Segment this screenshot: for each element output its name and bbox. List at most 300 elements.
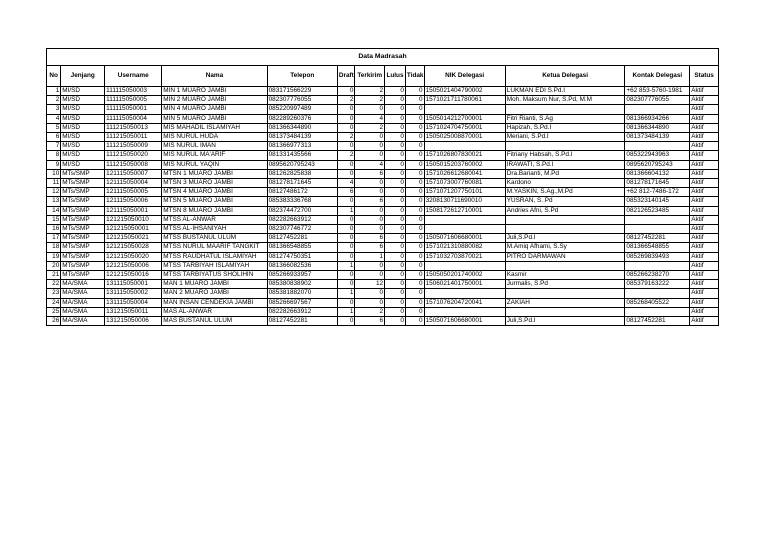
header-row <box>47 66 719 87</box>
table-row <box>47 206 719 215</box>
nik-delegasi-cell <box>424 105 505 114</box>
ketua-delegasi-cell <box>505 215 625 224</box>
table-row <box>47 307 719 316</box>
nama-cell: MTSN 5 MUARO JAMBI <box>162 197 267 206</box>
kontak-delegasi-cell: 082126523485 <box>625 206 690 215</box>
tidak-cell: 0 <box>405 243 424 252</box>
table-row <box>47 261 719 270</box>
telepon-cell: 085380838902 <box>267 280 337 289</box>
terkirim-cell: 0 <box>355 298 385 307</box>
telepon-cell: 085220997489 <box>267 105 337 114</box>
nik-delegasi-cell: 3208130711690010 <box>424 197 505 206</box>
status-cell: Aktif <box>690 307 719 316</box>
jenjang-cell: MA/SMA <box>61 289 105 298</box>
draft-cell: 0 <box>337 142 355 151</box>
draft-cell: 0 <box>337 105 355 114</box>
jenjang-cell: MTs/SMP <box>61 197 105 206</box>
jenjang-cell: MTs/SMP <box>61 206 105 215</box>
table-row <box>47 169 719 178</box>
table-row <box>47 225 719 234</box>
draft-cell: 0 <box>337 160 355 169</box>
data-madrasah-table <box>46 48 719 326</box>
username-cell: 121215050010 <box>105 215 162 224</box>
nama-cell: MIS NURUL IMAN <box>162 142 267 151</box>
lulus-cell: 0 <box>385 261 406 270</box>
terkirim-cell: 0 <box>355 206 385 215</box>
kontak-delegasi-cell <box>625 289 690 298</box>
nik-delegasi-cell: 1506021401750001 <box>424 280 505 289</box>
ketua-delegasi-cell <box>505 225 625 234</box>
nik-delegasi-cell: 1505071606680001 <box>424 317 505 326</box>
nama-cell: MIN 4 MUARO JAMBI <box>162 105 267 114</box>
row-number: 22 <box>47 280 61 289</box>
username-cell: 111215050009 <box>105 142 162 151</box>
username-cell: 111215050011 <box>105 133 162 142</box>
table-row <box>47 133 719 142</box>
username-cell: 121115050004 <box>105 179 162 188</box>
status-cell: Aktif <box>690 169 719 178</box>
telepon-cell: 081366082536 <box>267 261 337 270</box>
nama-cell: MIS NURUL YAQIN <box>162 160 267 169</box>
nama-cell: MTSN 4 MUARO JAMBI <box>162 188 267 197</box>
status-cell: Aktif <box>690 188 719 197</box>
row-number: 5 <box>47 123 61 132</box>
ketua-delegasi-cell: M.Amiq Afhami, S.Sy <box>505 243 625 252</box>
terkirim-cell: 6 <box>355 197 385 206</box>
row-number: 1 <box>47 87 61 96</box>
kontak-delegasi-cell: 085379163222 <box>625 280 690 289</box>
nik-delegasi-cell: 1571021310880082 <box>424 243 505 252</box>
ketua-delegasi-cell: Jurmalis, S.Pd <box>505 280 625 289</box>
terkirim-cell: 6 <box>355 317 385 326</box>
status-cell: Aktif <box>690 243 719 252</box>
telepon-cell: 081274750351 <box>267 252 337 261</box>
jenjang-cell: MTs/SMP <box>61 215 105 224</box>
column-header: Jenjang <box>61 66 105 87</box>
row-number: 19 <box>47 252 61 261</box>
table-row <box>47 123 719 132</box>
tidak-cell: 0 <box>405 169 424 178</box>
jenjang-cell: MTs/SMP <box>61 179 105 188</box>
status-cell: Aktif <box>690 105 719 114</box>
table-row <box>47 114 719 123</box>
table-row <box>47 298 719 307</box>
row-number: 20 <box>47 261 61 270</box>
nik-delegasi-cell: 1505015203760002 <box>424 160 505 169</box>
ketua-delegasi-cell: Fitri Rianti, S.Ag <box>505 114 625 123</box>
tidak-cell: 0 <box>405 179 424 188</box>
nama-cell: MIN 5 MUARO JAMBI <box>162 114 267 123</box>
nama-cell: MIS NURUL MA'ARIF <box>162 151 267 160</box>
table-row <box>47 243 719 252</box>
terkirim-cell: 0 <box>355 188 385 197</box>
terkirim-cell: 0 <box>355 142 385 151</box>
table-row <box>47 252 719 261</box>
username-cell: 111115050001 <box>105 105 162 114</box>
row-number: 18 <box>47 243 61 252</box>
nama-cell: MIN 1 MUARO JAMBI <box>162 87 267 96</box>
terkirim-cell: 0 <box>355 105 385 114</box>
kontak-delegasi-cell: +62 853-5760-1981 <box>625 87 690 96</box>
nik-delegasi-cell: 1505021404790002 <box>424 87 505 96</box>
draft-cell: 0 <box>337 280 355 289</box>
nik-delegasi-cell: 1508172612710001 <box>424 206 505 215</box>
terkirim-cell: 6 <box>355 243 385 252</box>
jenjang-cell: MTs/SMP <box>61 188 105 197</box>
table-row <box>47 234 719 243</box>
username-cell: 121215050006 <box>105 261 162 270</box>
nik-delegasi-cell: 1571071207750101 <box>424 188 505 197</box>
telepon-cell: 081366548855 <box>267 243 337 252</box>
lulus-cell: 0 <box>385 96 406 105</box>
ketua-delegasi-cell: M.YASKIN, S.Ag.,M.Pd <box>505 188 625 197</box>
lulus-cell: 0 <box>385 105 406 114</box>
column-header: Nama <box>162 66 267 87</box>
telepon-cell: 081366344890 <box>267 123 337 132</box>
lulus-cell: 0 <box>385 289 406 298</box>
ketua-delegasi-cell: Andries Afni, S.Pd <box>505 206 625 215</box>
kontak-delegasi-cell <box>625 215 690 224</box>
table-row <box>47 87 719 96</box>
table-row <box>47 280 719 289</box>
kontak-delegasi-cell <box>625 105 690 114</box>
nama-cell: MTSN 1 MUARO JAMBI <box>162 169 267 178</box>
lulus-cell: 0 <box>385 234 406 243</box>
column-header: NIK Delegasi <box>424 66 505 87</box>
row-number: 3 <box>47 105 61 114</box>
table-row <box>47 105 719 114</box>
username-cell: 111215050008 <box>105 160 162 169</box>
kontak-delegasi-cell: 0895620795243 <box>625 160 690 169</box>
ketua-delegasi-cell: LUKMAN EDI S.Pd.I <box>505 87 625 96</box>
row-number: 16 <box>47 225 61 234</box>
ketua-delegasi-cell: Hapizah, S.Pd.I <box>505 123 625 132</box>
draft-cell: 0 <box>337 252 355 261</box>
draft-cell: 0 <box>337 114 355 123</box>
ketua-delegasi-cell: Kardono <box>505 179 625 188</box>
username-cell: 111215050013 <box>105 123 162 132</box>
column-header: Kontak Delegasi <box>625 66 690 87</box>
draft-cell: 1 <box>337 206 355 215</box>
draft-cell: 0 <box>337 215 355 224</box>
table-row <box>47 215 719 224</box>
draft-cell: 0 <box>337 169 355 178</box>
nik-delegasi-cell: 1571073007760081 <box>424 179 505 188</box>
telepon-cell: 081373484139 <box>267 133 337 142</box>
kontak-delegasi-cell: 081366344890 <box>625 123 690 132</box>
kontak-delegasi-cell <box>625 261 690 270</box>
terkirim-cell: 0 <box>355 151 385 160</box>
tidak-cell: 0 <box>405 160 424 169</box>
kontak-delegasi-cell: 085269839493 <box>625 252 690 261</box>
lulus-cell: 0 <box>385 225 406 234</box>
ketua-delegasi-cell <box>505 105 625 114</box>
nik-delegasi-cell: 1571021711780061 <box>424 96 505 105</box>
kontak-delegasi-cell: 081366604132 <box>625 169 690 178</box>
jenjang-cell: MTs/SMP <box>61 261 105 270</box>
username-cell: 121115050007 <box>105 169 162 178</box>
status-cell: Aktif <box>690 197 719 206</box>
nik-delegasi-cell <box>424 142 505 151</box>
username-cell: 121115050005 <box>105 188 162 197</box>
terkirim-cell: 6 <box>355 169 385 178</box>
jenjang-cell: MA/SMA <box>61 307 105 316</box>
kontak-delegasi-cell: 085266238270 <box>625 271 690 280</box>
lulus-cell: 0 <box>385 307 406 316</box>
telepon-cell: 081331435566 <box>267 151 337 160</box>
tidak-cell: 0 <box>405 133 424 142</box>
lulus-cell: 0 <box>385 252 406 261</box>
jenjang-cell: MA/SMA <box>61 280 105 289</box>
row-number: 17 <box>47 234 61 243</box>
nik-delegasi-cell: 1571026612680041 <box>424 169 505 178</box>
ketua-delegasi-cell: IRAWATI, S.Pd.I <box>505 160 625 169</box>
status-cell: Aktif <box>690 179 719 188</box>
ketua-delegasi-cell: Fitriany Habsah, S.Pd.I <box>505 151 625 160</box>
table-row <box>47 151 719 160</box>
terkirim-cell: 2 <box>355 96 385 105</box>
nik-delegasi-cell: 1571024704750001 <box>424 123 505 132</box>
terkirim-cell: 0 <box>355 225 385 234</box>
status-cell: Aktif <box>690 87 719 96</box>
table-row <box>47 142 719 151</box>
row-number: 8 <box>47 151 61 160</box>
draft-cell: 0 <box>337 317 355 326</box>
status-cell: Aktif <box>690 271 719 280</box>
username-cell: 121215050020 <box>105 252 162 261</box>
nik-delegasi-cell <box>424 261 505 270</box>
nik-delegasi-cell: 1505025008870001 <box>424 133 505 142</box>
nama-cell: MTSS AL-IHSANIYAH <box>162 225 267 234</box>
jenjang-cell: MI/SD <box>61 142 105 151</box>
tidak-cell: 0 <box>405 317 424 326</box>
kontak-delegasi-cell: 08127452281 <box>625 234 690 243</box>
ketua-delegasi-cell: Juli,S.Pd.I <box>505 317 625 326</box>
telepon-cell: 08127486172 <box>267 188 337 197</box>
row-number: 13 <box>47 197 61 206</box>
username-cell: 131115050004 <box>105 298 162 307</box>
tidak-cell: 0 <box>405 271 424 280</box>
table-row <box>47 271 719 280</box>
row-number: 25 <box>47 307 61 316</box>
kontak-delegasi-cell: +62 812-7486-172 <box>625 188 690 197</box>
draft-cell: 1 <box>337 261 355 270</box>
status-cell: Aktif <box>690 133 719 142</box>
draft-cell: 0 <box>337 298 355 307</box>
telepon-cell: 082282663912 <box>267 215 337 224</box>
terkirim-cell: 4 <box>355 160 385 169</box>
ketua-delegasi-cell: Kasmir <box>505 271 625 280</box>
username-cell: 111215050020 <box>105 151 162 160</box>
nama-cell: MTSS NURUL MAARIF TANGKIT <box>162 243 267 252</box>
nik-delegasi-cell: 1571026807830021 <box>424 151 505 160</box>
nama-cell: MTSN 8 MUARO JAMBI <box>162 206 267 215</box>
row-number: 21 <box>47 271 61 280</box>
status-cell: Aktif <box>690 317 719 326</box>
lulus-cell: 0 <box>385 87 406 96</box>
table-title: Data Madrasah <box>47 49 719 66</box>
nik-delegasi-cell: 1571032703870021 <box>424 252 505 261</box>
terkirim-cell: 1 <box>355 252 385 261</box>
jenjang-cell: MTs/SMP <box>61 243 105 252</box>
status-cell: Aktif <box>690 114 719 123</box>
table-row <box>47 96 719 105</box>
nama-cell: MAN INSAN CENDEKIA JAMBI <box>162 298 267 307</box>
nama-cell: MIN 2 MUARO JAMBI <box>162 96 267 105</box>
draft-cell: 6 <box>337 188 355 197</box>
status-cell: Aktif <box>690 215 719 224</box>
nik-delegasi-cell: 1505071606680001 <box>424 234 505 243</box>
telepon-cell: 08127452281 <box>267 317 337 326</box>
lulus-cell: 0 <box>385 280 406 289</box>
ketua-delegasi-cell: YUSRAN, S. Pd <box>505 197 625 206</box>
column-header: Draft <box>337 66 355 87</box>
telepon-cell: 083171566229 <box>267 87 337 96</box>
username-cell: 131215050011 <box>105 307 162 316</box>
telepon-cell: 085383336768 <box>267 197 337 206</box>
tidak-cell: 0 <box>405 307 424 316</box>
column-header: Telepon <box>267 66 337 87</box>
kontak-delegasi-cell: 081366934266 <box>625 114 690 123</box>
telepon-cell: 081366977313 <box>267 142 337 151</box>
tidak-cell: 0 <box>405 298 424 307</box>
lulus-cell: 0 <box>385 142 406 151</box>
tidak-cell: 0 <box>405 96 424 105</box>
tidak-cell: 0 <box>405 105 424 114</box>
spreadsheet <box>46 48 719 326</box>
lulus-cell: 0 <box>385 188 406 197</box>
username-cell: 121115050001 <box>105 206 162 215</box>
tidak-cell: 0 <box>405 234 424 243</box>
terkirim-cell: 12 <box>355 280 385 289</box>
jenjang-cell: MI/SD <box>61 105 105 114</box>
column-header: Lulus <box>385 66 406 87</box>
nik-delegasi-cell: 1505050201740002 <box>424 271 505 280</box>
nama-cell: MTSS BUSTANUL ULUM <box>162 234 267 243</box>
nik-delegasi-cell: 1571076204720041 <box>424 298 505 307</box>
nama-cell: MAS BUSTANUL ULUM <box>162 317 267 326</box>
table-body <box>47 87 719 326</box>
tidak-cell: 0 <box>405 289 424 298</box>
telepon-cell: 082374472700 <box>267 206 337 215</box>
kontak-delegasi-cell: 085323140145 <box>625 197 690 206</box>
draft-cell: 2 <box>337 151 355 160</box>
nama-cell: MTSS RAUDHATUL ISLAMIYAH <box>162 252 267 261</box>
kontak-delegasi-cell: 082307776055 <box>625 96 690 105</box>
username-cell: 121215050021 <box>105 234 162 243</box>
kontak-delegasi-cell: 08127452281 <box>625 317 690 326</box>
status-cell: Aktif <box>690 261 719 270</box>
row-number: 4 <box>47 114 61 123</box>
lulus-cell: 0 <box>385 169 406 178</box>
tidak-cell: 0 <box>405 114 424 123</box>
username-cell: 111115050003 <box>105 87 162 96</box>
username-cell: 131115050002 <box>105 289 162 298</box>
jenjang-cell: MI/SD <box>61 133 105 142</box>
jenjang-cell: MI/SD <box>61 114 105 123</box>
jenjang-cell: MA/SMA <box>61 298 105 307</box>
column-header: Terkirim <box>355 66 385 87</box>
lulus-cell: 0 <box>385 243 406 252</box>
row-number: 14 <box>47 206 61 215</box>
jenjang-cell: MI/SD <box>61 160 105 169</box>
lulus-cell: 0 <box>385 133 406 142</box>
jenjang-cell: MTs/SMP <box>61 225 105 234</box>
lulus-cell: 0 <box>385 123 406 132</box>
lulus-cell: 0 <box>385 114 406 123</box>
lulus-cell: 0 <box>385 160 406 169</box>
tidak-cell: 0 <box>405 197 424 206</box>
lulus-cell: 0 <box>385 317 406 326</box>
terkirim-cell: 4 <box>355 114 385 123</box>
status-cell: Aktif <box>690 151 719 160</box>
status-cell: Aktif <box>690 206 719 215</box>
status-cell: Aktif <box>690 142 719 151</box>
terkirim-cell: 0 <box>355 179 385 188</box>
terkirim-cell: 0 <box>355 261 385 270</box>
draft-cell: 0 <box>337 234 355 243</box>
status-cell: Aktif <box>690 234 719 243</box>
tidak-cell: 0 <box>405 188 424 197</box>
terkirim-cell: 6 <box>355 234 385 243</box>
kontak-delegasi-cell: 081373484139 <box>625 133 690 142</box>
status-cell: Aktif <box>690 280 719 289</box>
telepon-cell: 082289260376 <box>267 114 337 123</box>
telepon-cell: 085266697567 <box>267 298 337 307</box>
jenjang-cell: MI/SD <box>61 151 105 160</box>
nama-cell: MIS NURUL HUDA <box>162 133 267 142</box>
row-number: 15 <box>47 215 61 224</box>
ketua-delegasi-cell: Meriani, S.Pd.I <box>505 133 625 142</box>
telepon-cell: 082282663912 <box>267 307 337 316</box>
username-cell: 131215050006 <box>105 317 162 326</box>
row-number: 9 <box>47 160 61 169</box>
username-cell: 121215050001 <box>105 225 162 234</box>
lulus-cell: 0 <box>385 206 406 215</box>
status-cell: Aktif <box>690 298 719 307</box>
ketua-delegasi-cell <box>505 142 625 151</box>
terkirim-cell: 0 <box>355 289 385 298</box>
ketua-delegasi-cell: Juli,S.Pd.I <box>505 234 625 243</box>
column-header: No <box>47 66 61 87</box>
ketua-delegasi-cell: Dra.Barianti, M.Pd <box>505 169 625 178</box>
jenjang-cell: MI/SD <box>61 87 105 96</box>
terkirim-cell: 0 <box>355 215 385 224</box>
draft-cell: 0 <box>337 243 355 252</box>
telepon-cell: 08127452281 <box>267 234 337 243</box>
lulus-cell: 0 <box>385 151 406 160</box>
column-header: Ketua Delegasi <box>505 66 625 87</box>
jenjang-cell: MI/SD <box>61 123 105 132</box>
draft-cell: 2 <box>337 133 355 142</box>
status-cell: Aktif <box>690 123 719 132</box>
table-row <box>47 289 719 298</box>
telepon-cell: 082307776055 <box>267 96 337 105</box>
nama-cell: MTSN 3 MUARO JAMBI <box>162 179 267 188</box>
column-header: Tidak <box>405 66 424 87</box>
table-row <box>47 188 719 197</box>
tidak-cell: 0 <box>405 252 424 261</box>
draft-cell: 1 <box>337 289 355 298</box>
status-cell: Aktif <box>690 289 719 298</box>
telepon-cell: 085266933957 <box>267 271 337 280</box>
jenjang-cell: MTs/SMP <box>61 271 105 280</box>
table-row <box>47 160 719 169</box>
ketua-delegasi-cell: PITRO DARMAWAN <box>505 252 625 261</box>
table-row <box>47 317 719 326</box>
username-cell: 131115050001 <box>105 280 162 289</box>
kontak-delegasi-cell: 085322943963 <box>625 151 690 160</box>
